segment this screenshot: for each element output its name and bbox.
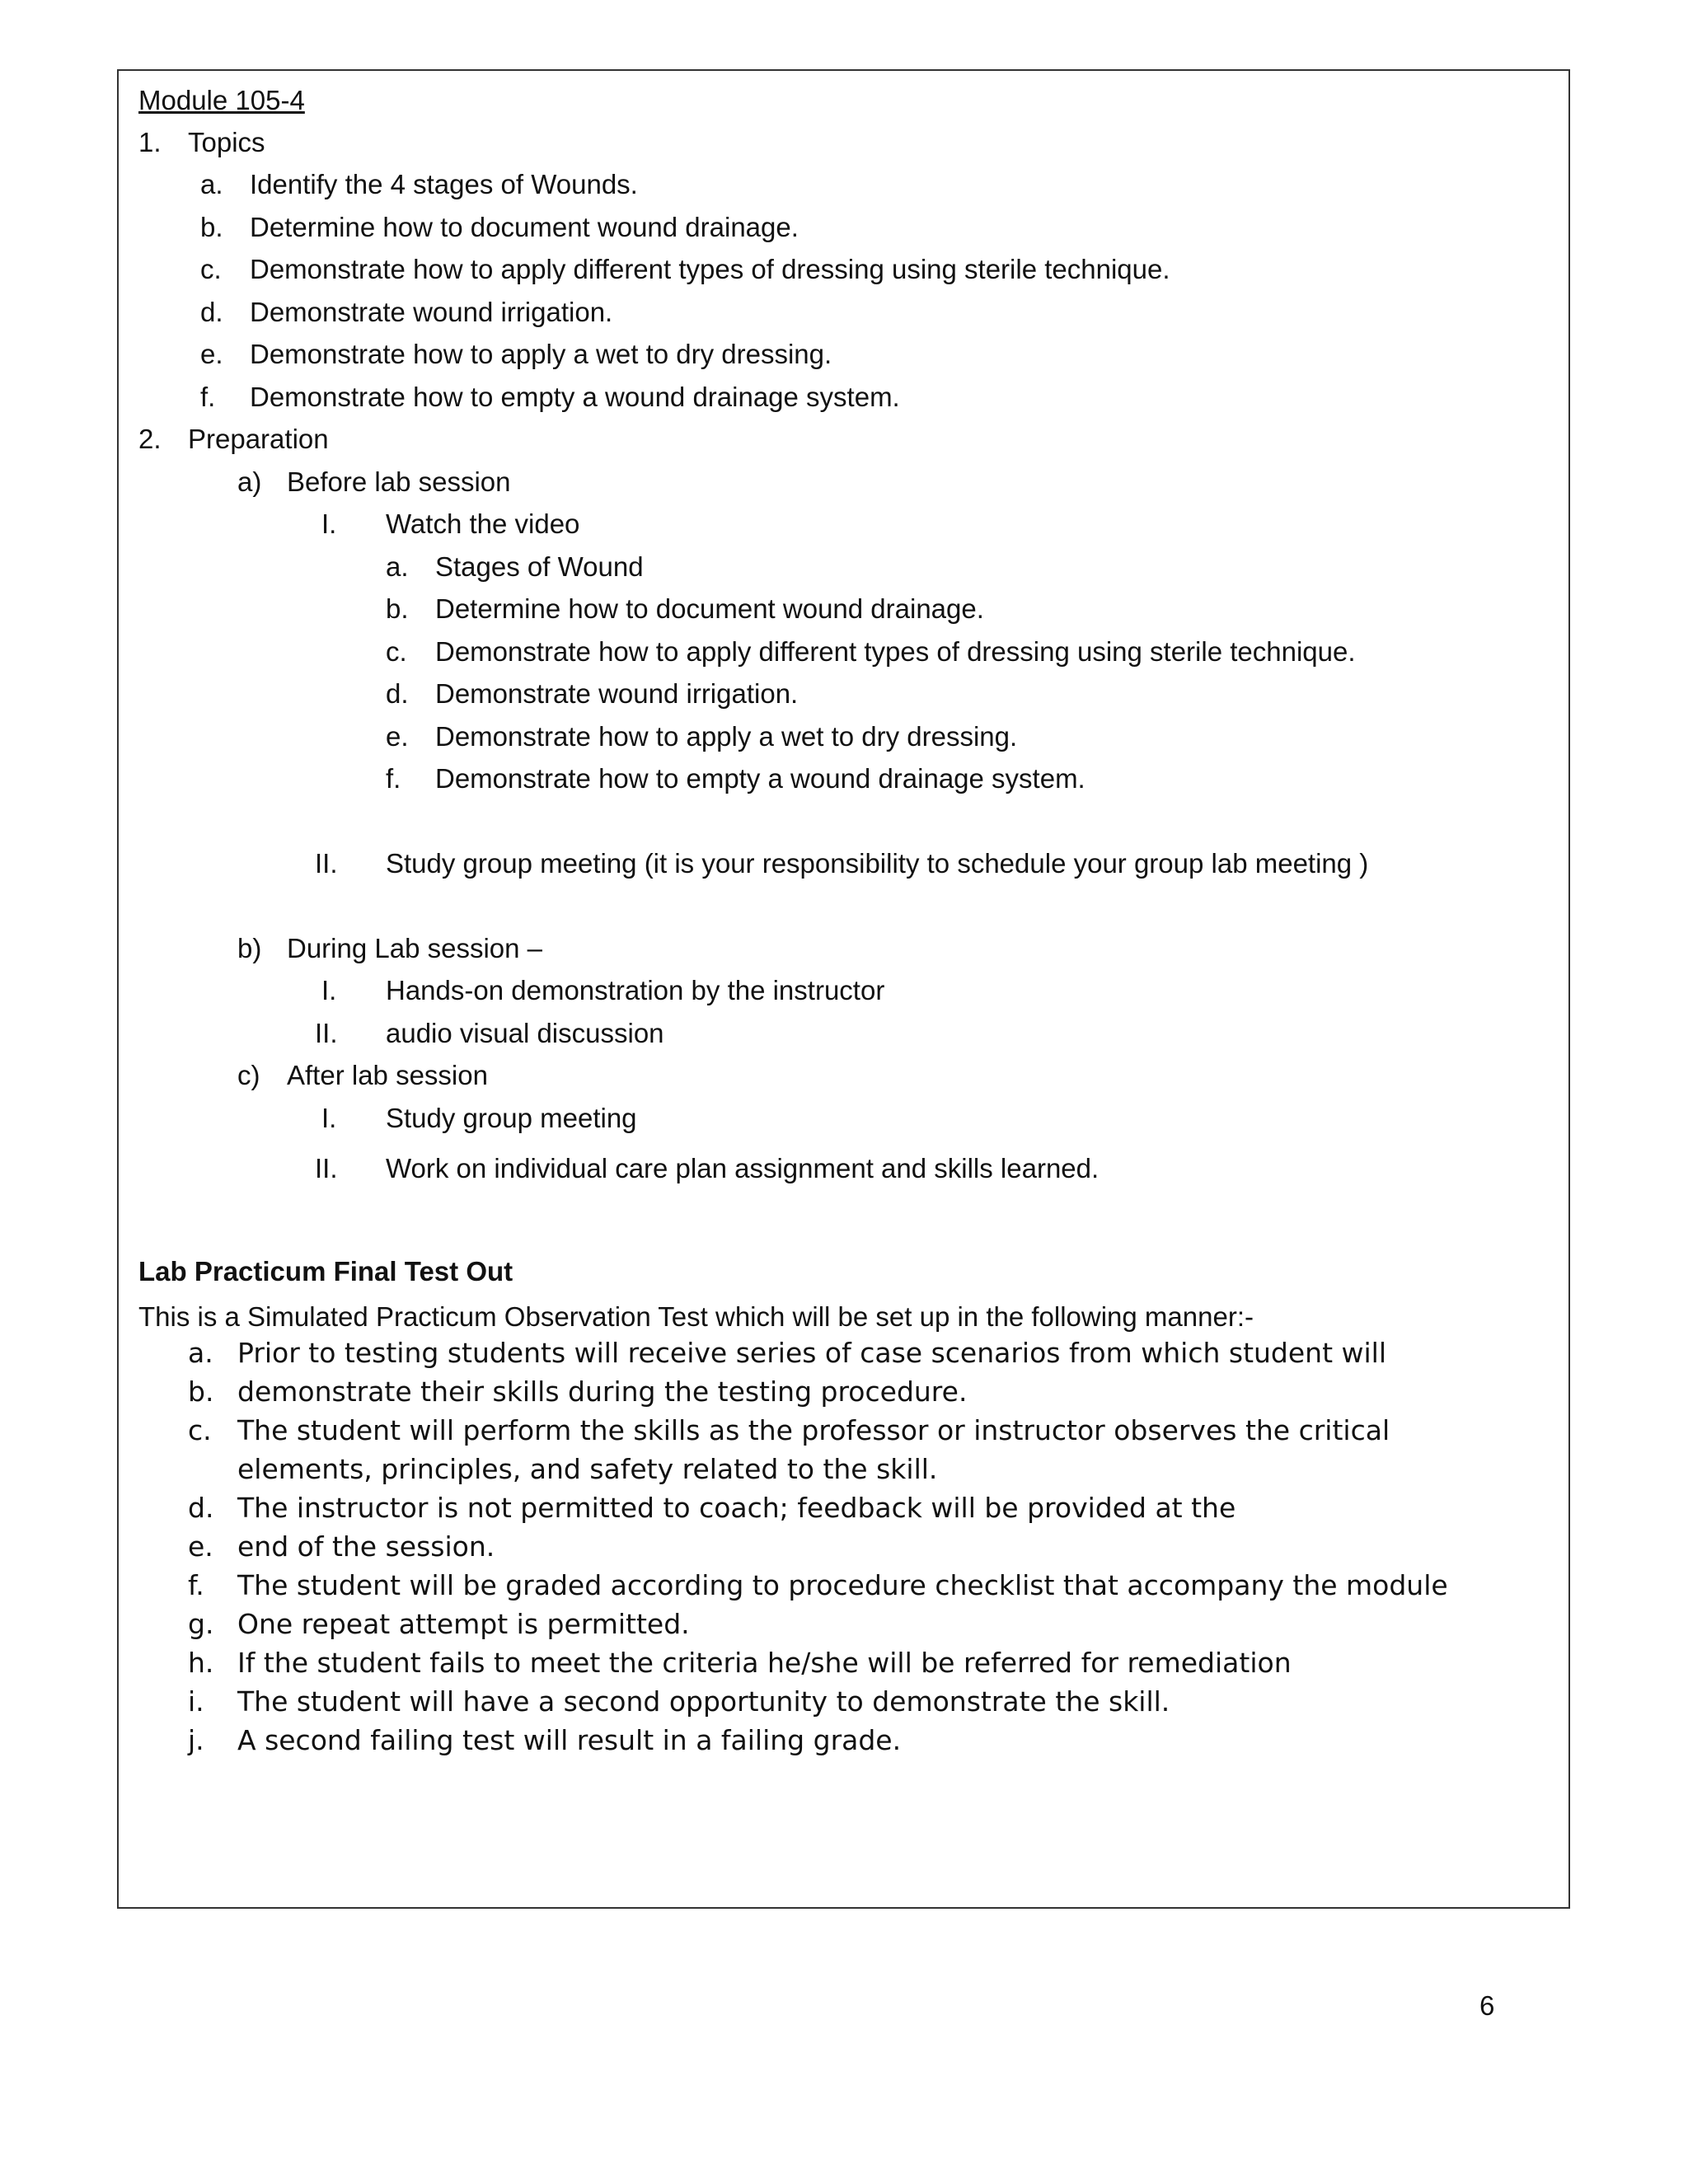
practicum-marker: f. [188,1569,204,1601]
step-marker: II. [315,1153,338,1183]
practicum-marker: i. [188,1685,204,1718]
step-text: Study group meeting (it is your responsibility to schedule your group lab meeting ) [386,848,1369,879]
practicum-text: The student will perform the skills as the professor or instructor observes the critical [237,1414,1390,1446]
preparation-marker: 2. [138,424,162,454]
topics-marker: 1. [138,127,162,157]
practicum-text: If the student fails to meet the criteria he/she will be referred for remediation [237,1647,1292,1679]
practicum-marker: j. [188,1724,204,1756]
practicum-marker: e. [188,1530,213,1563]
topic-text: Determine how to document wound drainage. [250,212,799,242]
practicum-text: One repeat attempt is permitted. [237,1608,690,1640]
topic-text: Demonstrate how to empty a wound drainage system. [250,382,900,412]
video-text: Demonstrate how to apply a wet to dry dressing. [435,721,1018,752]
practicum-marker: g. [188,1608,214,1640]
topic-text: Demonstrate wound irrigation. [250,297,613,327]
step-marker: I. [321,975,337,1005]
practicum-marker: d. [188,1492,214,1524]
topic-marker: d. [200,297,223,327]
practicum-marker: b. [188,1376,214,1408]
practicum-intro: This is a Simulated Practicum Observation Test which will be set up in the following manner:- [138,1301,1254,1332]
before-label: Before lab session [287,466,511,497]
video-marker: d. [386,678,409,709]
video-marker: a. [386,551,409,582]
practicum-text: demonstrate their skills during the testing procedure. [237,1376,968,1408]
topic-text: Demonstrate how to apply different types of dressing using sterile technique. [250,254,1170,284]
practicum-marker: a. [188,1337,213,1369]
practicum-marker: c. [188,1414,212,1446]
during-label: During Lab session – [287,933,543,963]
practicum-text: A second failing test will result in a failing grade. [237,1724,902,1756]
during-marker: b) [237,933,262,963]
video-text: Determine how to document wound drainage. [435,593,984,624]
practicum-text: The student will be graded according to procedure checklist that accompany the module [237,1569,1448,1601]
practicum-text: end of the session. [237,1530,495,1563]
video-text: Demonstrate wound irrigation. [435,678,799,709]
video-text: Stages of Wound [435,551,644,582]
step-marker: II. [315,848,338,879]
page-number: 6 [1479,1990,1495,2021]
topic-text: Identify the 4 stages of Wounds. [250,169,638,199]
topics-label: Topics [188,127,265,157]
practicum-text: The instructor is not permitted to coach; feedback will be provided at the [237,1492,1236,1524]
video-marker: c. [386,636,407,667]
topic-marker: b. [200,212,223,242]
topic-marker: e. [200,339,223,369]
topic-text: Demonstrate how to apply a wet to dry dressing. [250,339,832,369]
practicum-text: elements, principles, and safety related to the skill. [237,1453,938,1485]
module-title: Module 105-4 [138,85,305,115]
step-text: Hands-on demonstration by the instructor [386,975,885,1005]
practicum-text: Prior to testing students will receive series of case scenarios from which student will [237,1337,1387,1369]
before-marker: a) [237,466,262,497]
topic-marker: c. [200,254,222,284]
practicum-heading: Lab Practicum Final Test Out [138,1256,513,1286]
after-marker: c) [237,1060,260,1090]
topic-marker: f. [200,382,216,412]
step-marker: II. [315,1018,338,1048]
video-marker: e. [386,721,409,752]
video-text: Demonstrate how to empty a wound drainage system. [435,763,1085,794]
topic-marker: a. [200,169,223,199]
step-text: Work on individual care plan assignment and skills learned. [386,1153,1100,1183]
preparation-label: Preparation [188,424,329,454]
video-marker: f. [386,763,401,794]
video-marker: b. [386,593,409,624]
practicum-text: The student will have a second opportunity to demonstrate the skill. [237,1685,1170,1718]
step-text: Study group meeting [386,1103,637,1133]
step-text: audio visual discussion [386,1018,664,1048]
video-text: Demonstrate how to apply different types of dressing using sterile technique. [435,636,1356,667]
step-text: Watch the video [386,509,580,539]
step-marker: I. [321,509,337,539]
step-marker: I. [321,1103,337,1133]
after-label: After lab session [287,1060,488,1090]
practicum-marker: h. [188,1647,214,1679]
